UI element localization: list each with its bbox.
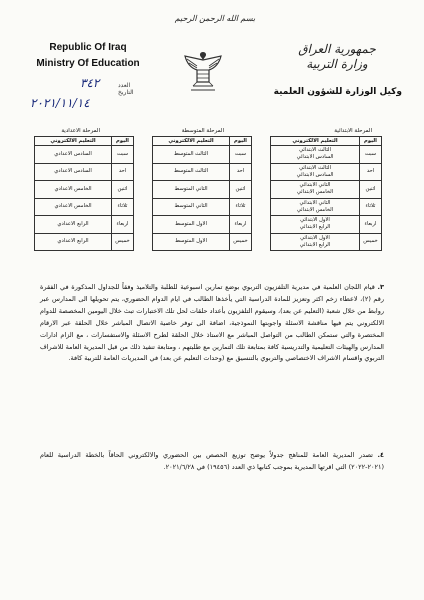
schedule-row	[271, 198, 382, 216]
schedule-row	[271, 146, 382, 164]
elearning-header: التعليم الالكتروني	[35, 137, 112, 146]
schedule-row	[153, 233, 252, 251]
day-cell: خميس	[360, 233, 382, 251]
day-cell: اربعاء	[360, 216, 382, 234]
schedule-row	[35, 198, 134, 216]
day-cell: خميس	[230, 233, 252, 251]
day-header: اليوم	[360, 137, 382, 146]
primary-stage-title: المرحلة الابتدائية	[334, 128, 372, 134]
schedule-row	[35, 233, 134, 251]
schedule-row	[153, 198, 252, 216]
ministry-letterhead-ar	[272, 42, 402, 72]
day-cell: خميس	[112, 233, 134, 251]
day-cell: ثلاثاء	[230, 198, 252, 216]
day-cell: ثلاثاء	[360, 198, 382, 216]
day-cell: اثنين	[112, 181, 134, 199]
paragraph-number: ٣.	[377, 283, 384, 291]
preparatory-schedule-table	[34, 136, 134, 251]
number-label: العدد	[118, 83, 131, 89]
grade-cell: الاول الابتدائي الرابع الابتدائي	[271, 216, 360, 234]
country-name-en: Republic Of Iraq	[49, 42, 127, 53]
grade-cell: الخامس الاعدادي	[35, 181, 112, 199]
schedule-row	[35, 163, 134, 181]
day-cell: اثنين	[360, 181, 382, 199]
paragraph-number: ٤.	[377, 451, 384, 459]
schedule-row	[35, 216, 134, 234]
grade-cell: الثاني المتوسط	[153, 198, 230, 216]
day-cell: سبت	[360, 146, 382, 164]
grade-cell: الرابع الاعدادي	[35, 233, 112, 251]
elearning-header: التعليم الالكتروني	[153, 137, 230, 146]
day-cell: سبت	[112, 146, 134, 164]
english-letterhead	[28, 40, 148, 72]
grade-cell: الرابع الاعدادي	[35, 216, 112, 234]
primary-schedule-table	[270, 136, 382, 251]
preparatory-stage-title: المرحلة الاعدادية	[61, 128, 100, 134]
basmala: بسم الله الرحمن الرحيم	[174, 14, 256, 23]
schedule-row	[153, 181, 252, 199]
schedule-row	[271, 181, 382, 199]
grade-cell: الثاني المتوسط	[153, 181, 230, 199]
day-cell: سبت	[230, 146, 252, 164]
schedule-row	[271, 216, 382, 234]
ministry-name-ar: وزارة التربية	[306, 57, 368, 71]
day-cell: اربعاء	[230, 216, 252, 234]
day-cell: احد	[112, 163, 134, 181]
day-cell: اثنين	[230, 181, 252, 199]
intermediate-stage-title: المرحلة المتوسطة	[181, 128, 224, 134]
day-cell: ثلاثاء	[112, 198, 134, 216]
grade-cell: الثاني الابتدائي الخامس الابتدائي	[271, 198, 360, 216]
elearning-header: التعليم الالكتروني	[271, 137, 360, 146]
grade-cell: الثالث المتوسط	[153, 146, 230, 164]
grade-cell: الاول المتوسط	[153, 233, 230, 251]
day-cell: اربعاء	[112, 216, 134, 234]
schedule-row	[35, 181, 134, 199]
schedule-row	[153, 146, 252, 164]
grade-cell: الثالث المتوسط	[153, 163, 230, 181]
grade-cell: السادس الاعدادي	[35, 163, 112, 181]
grade-cell: الاول الابتدائي الرابع الابتدائي	[271, 233, 360, 251]
ministry-name-en: Ministry Of Education	[36, 58, 140, 69]
day-cell: احد	[360, 163, 382, 181]
grade-cell: السادس الاعدادي	[35, 146, 112, 164]
handwritten-date: ٢٠٢١/١١/١٤	[30, 96, 90, 110]
deputy-minister-title: وكيل الوزارة للشؤون العلمية	[273, 87, 402, 97]
grade-cell: الثالث الابتدائي السادس الابتدائي	[271, 146, 360, 164]
grade-cell: الثالث الابتدائي السادس الابتدائي	[271, 163, 360, 181]
schedule-row	[271, 163, 382, 181]
schedule-row	[153, 216, 252, 234]
grade-cell: الاول المتوسط	[153, 216, 230, 234]
paragraph-text: قيام اللجان العلمية في مديرية التلفزيون التربوي بوضع تمارين اسبوعية للطلبة والتلاميذ وفقاً للجداول المذكورة في الفقرة رقم (٢)، لاعطاء زخم اكثر وتعزيز للمادة الدراسية التي يأخذها الطالب في ايام الدوام الحضوري، يتم تحويلها الى المدارس عبر روابط من خلال شعبة (التعليم عن بعد)، وسيقوم التلفزيون بأعداد حلقات لحل تلك الاختبارات تبث خلال اليومين المخصصة للدوام الالكتروني يتم فيها مناقشة الاسئلة واجوبتها النموذجية، اضافة الى توفر خاصية الاتصال المباشر خلال الحلقة عبر الارقام المختصرة والتي ستمكن الطالب من التواصل المباشر مع الاستاذ خلال الحلقة لطرح الاسئلة والاستفسارات ، مع الزام ادارات المدارس والهيئات التعليمية والتدريسية كافة بمتابعة تلك التمارين مع طلبتهم ، ومتابعة تنفيذ ذلك من قبل المديرية العامة للاشراف التربوي واقسام الاشراف الاختصاصي والتربوي بالتنسيق مع (وحدات التعليم عن بعد) في المديريات العامة للتربية كافة.	[40, 283, 384, 363]
date-label: التاريخ	[118, 90, 134, 96]
handwritten-number: ٣٤٢	[80, 76, 100, 90]
intermediate-schedule-table	[152, 136, 252, 251]
paragraph-4	[40, 450, 384, 474]
country-name-ar: جمهورية العراق	[298, 42, 376, 56]
schedule-row	[153, 163, 252, 181]
paragraph-3	[40, 282, 384, 365]
paragraph-text: تصدر المديرية العامة للمناهج جدولاً يوضح توزيع الحصص بين الحضوري والالكتروني الحاقاً بالخطة الدراسية للعام (٢٠٢١-٢٠٢٢) التي اقرتها المديرية بموجب كتابها ذي العدد (١٩٤٥٦) في ٢٠٢١/٦/٢٨.	[40, 451, 384, 471]
day-cell: احد	[230, 163, 252, 181]
iraq-eagle-emblem	[181, 48, 225, 96]
schedule-row	[271, 233, 382, 251]
schedule-row	[35, 146, 134, 164]
day-header: اليوم	[112, 137, 134, 146]
grade-cell: الثاني الابتدائي الخامس الابتدائي	[271, 181, 360, 199]
day-header: اليوم	[230, 137, 252, 146]
grade-cell: الخامس الاعدادي	[35, 198, 112, 216]
